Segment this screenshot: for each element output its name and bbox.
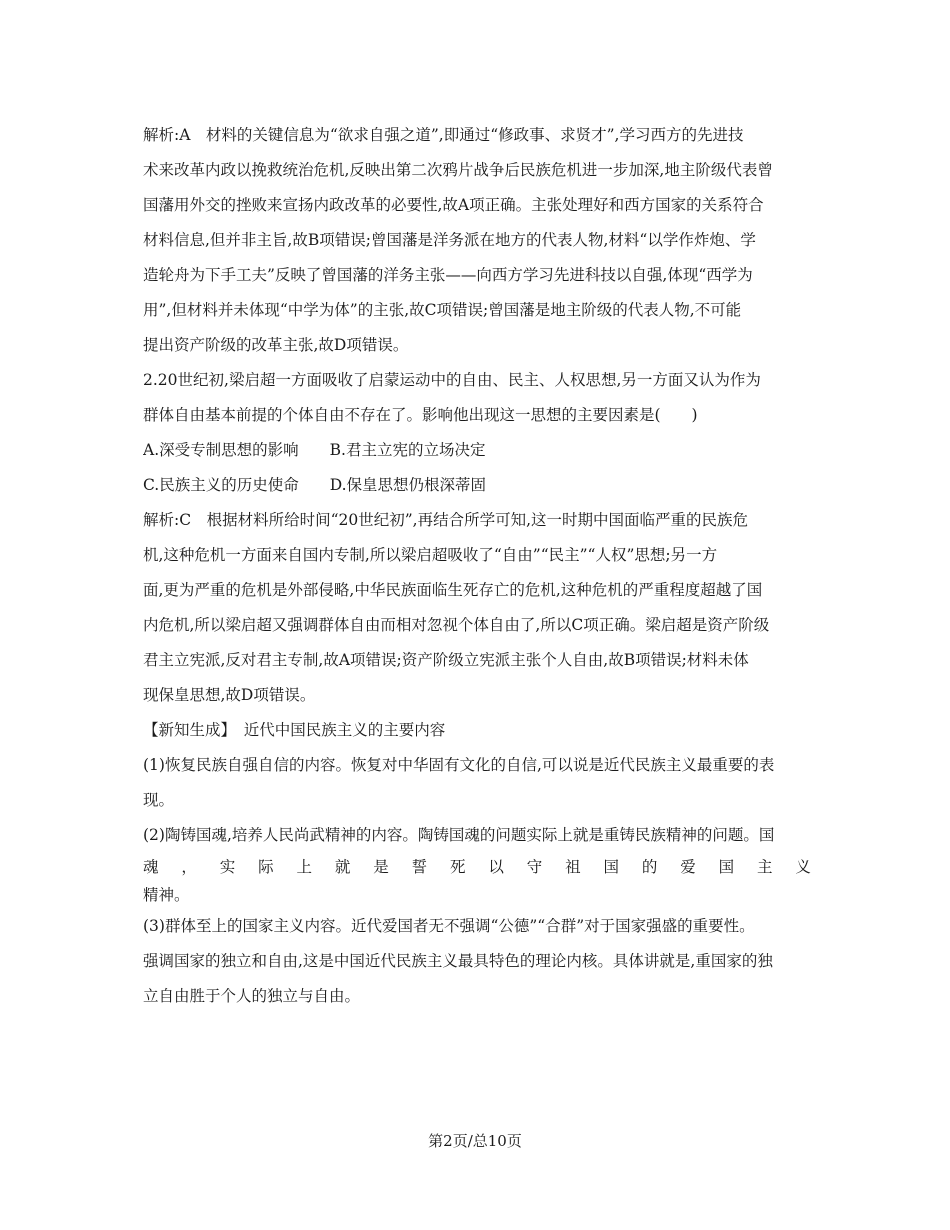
question-line: 2.20世纪初,梁启超一方面吸收了启蒙运动中的自由、民主、人权思想,另一方面又认为作为 bbox=[143, 371, 761, 389]
text-line: 机,这种危机一方面来自国内专制,所以梁启超吸收了“自由”“民主”“人权”思想;另一方 bbox=[143, 546, 718, 564]
spread-char: 祖 bbox=[565, 858, 581, 876]
spread-char: 守 bbox=[526, 858, 543, 876]
spread-text-line bbox=[143, 853, 811, 881]
spread-char: 以 bbox=[488, 858, 504, 876]
document-body bbox=[143, 118, 811, 1014]
text-line: 造轮舟为下手工夫”反映了曾国藩的洋务主张——向西方学习先进科技以自强,体现“西学为 bbox=[143, 266, 753, 284]
text-line: (2)陶铸国魂,培养人民尚武精神的内容。陶铸国魂的问题实际上就是重铸民族精神的问题。国 bbox=[143, 826, 775, 844]
spread-char: 主 bbox=[757, 858, 773, 876]
text-line: 君主立宪派,反对君主专制,故A项错误;资产阶级立宪派主张个人自由,故B项错误;材料未体 bbox=[143, 651, 749, 669]
page-number: 第2页/总10页 bbox=[428, 1132, 522, 1150]
text-line: 解析:C 根据材料所给时间“20世纪初”,再结合所学可知,这一时期中国面临严重的民族危 bbox=[143, 511, 749, 529]
options-line: C.民族主义的历史使命 D.保皇思想仍根深蒂固 bbox=[143, 476, 487, 494]
options-line: A.深受专制思想的影响 B.君主立宪的立场决定 bbox=[143, 441, 486, 459]
text-line: 国藩用外交的挫败来宣扬内政改革的必要性,故A项正确。主张处理好和西方国家的关系符合 bbox=[143, 196, 764, 214]
spread-char: 义 bbox=[795, 858, 811, 876]
text-line: 用”,但材料并未体现“中学为体”的主张,故C项错误;曾国藩是地主阶级的代表人物,不可能 bbox=[143, 301, 742, 319]
text-line: 材料信息,但并非主旨,故B项错误;曾国藩是洋务派在地方的代表人物,材料“以学作炸炮、学 bbox=[143, 231, 756, 249]
text-line: 现。 bbox=[143, 791, 175, 809]
spread-char: 际 bbox=[258, 858, 274, 876]
question-line: 群体自由基本前提的个体自由不存在了。影响他出现这一思想的主要因素是( ) bbox=[143, 406, 698, 424]
text-line: 强调国家的独立和自由,这是中国近代民族主义最具特色的理论内核。具体讲就是,重国家的独 bbox=[143, 952, 773, 970]
text-line: 内危机,所以梁启超又强调群体自由而相对忽视个体自由了,所以C项正确。梁启超是资产阶级 bbox=[143, 616, 770, 634]
spread-char: 的 bbox=[641, 858, 658, 876]
text-line: (1)恢复民族自强自信的内容。恢复对中华固有文化的自信,可以说是近代民族主义最重要的表 bbox=[143, 756, 775, 774]
text-line: 精神。 bbox=[143, 886, 190, 904]
text-line: (3)群体至上的国家主义内容。近代爱国者无不强调“公德”“合群”对于国家强盛的重要性。 bbox=[143, 917, 755, 935]
text-line: 立自由胜于个人的独立与自由。 bbox=[143, 987, 361, 1005]
spread-char: ， bbox=[181, 858, 197, 876]
text-line: 面,更为严重的危机是外部侵略,中华民族面临生死存亡的危机,这种危机的严重程度超越了国 bbox=[143, 581, 763, 599]
spread-char: 国 bbox=[718, 858, 735, 876]
text-line: 现保皇思想,故D项错误。 bbox=[143, 686, 316, 704]
text-line: 术来改革内政以挽救统治危机,反映出第二次鸦片战争后民族危机进一步加深,地主阶级代表曾 bbox=[143, 161, 773, 179]
spread-char: 上 bbox=[296, 858, 313, 876]
section-heading: 【新知生成】 近代中国民族主义的主要内容 bbox=[143, 721, 446, 739]
spread-char: 爱 bbox=[680, 858, 696, 876]
spread-char: 死 bbox=[450, 858, 466, 876]
spread-char: 魂 bbox=[143, 858, 159, 876]
spread-char: 是 bbox=[373, 858, 389, 876]
spread-char: 实 bbox=[219, 858, 236, 876]
spread-char: 就 bbox=[334, 858, 351, 876]
spread-char: 誓 bbox=[411, 858, 428, 876]
text-line: 提出资产阶级的改革主张,故D项错误。 bbox=[143, 336, 409, 354]
text-line: 解析:A 材料的关键信息为“欲求自强之道”,即通过“修政事、求贤才”,学习西方的先进技 bbox=[143, 126, 744, 144]
spread-char: 国 bbox=[603, 858, 620, 876]
